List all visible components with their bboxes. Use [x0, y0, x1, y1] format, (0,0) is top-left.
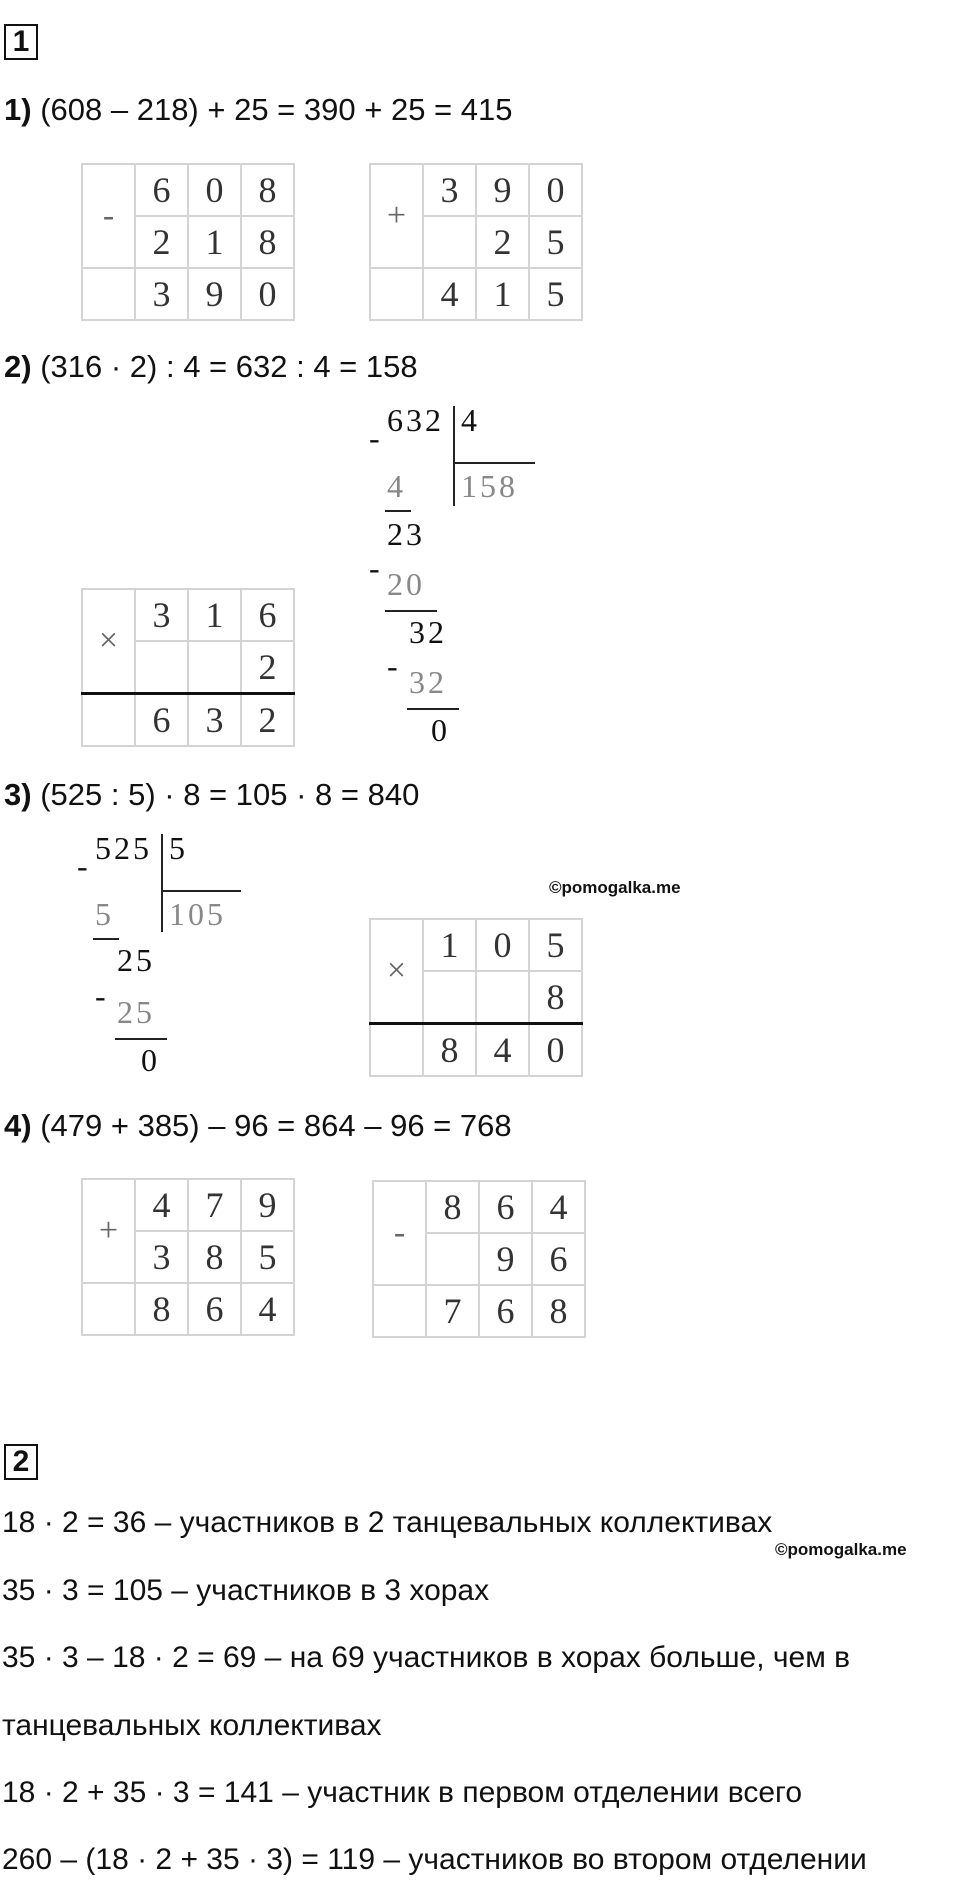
subtrahend: 32 [409, 664, 447, 700]
operator-sign: + [82, 1179, 135, 1283]
empty-cell [373, 1285, 426, 1337]
digit [135, 641, 188, 694]
digit: 9 [479, 1233, 532, 1285]
final-remainder: 0 [141, 1042, 160, 1078]
empty-cell [370, 1024, 423, 1077]
digit: 8 [188, 1231, 241, 1283]
solution-line: 35 · 3 = 105 – участников в 3 хорах [2, 1574, 490, 1607]
digit: 6 [532, 1233, 585, 1285]
long-division-2 [365, 402, 545, 750]
solution-line: танцевальных коллективах [2, 1709, 382, 1742]
column-subtraction-4 [372, 1180, 586, 1338]
equation-1 [4, 92, 512, 128]
equation-3 [4, 777, 419, 813]
digit: 2 [241, 694, 294, 747]
column-subtraction-1 [81, 163, 295, 321]
solution-line: 260 – (18 · 2 + 35 · 3) = 119 – участников во втором отделении [2, 1843, 867, 1876]
digit: 6 [241, 589, 294, 641]
equation-text: (525 : 5) · 8 = 105 · 8 = 840 [40, 777, 420, 812]
digit: 7 [188, 1179, 241, 1231]
remainder: 25 [117, 942, 155, 978]
digit: 9 [241, 1179, 294, 1231]
digit: 8 [241, 164, 294, 216]
digit: 5 [529, 216, 582, 268]
operator-sign: × [82, 589, 135, 694]
equation-2 [4, 349, 418, 385]
digit: 3 [135, 1231, 188, 1283]
column-multiplication-3 [369, 918, 583, 1077]
quotient-line [453, 462, 535, 464]
subtrahend: 5 [95, 896, 114, 932]
operator-sign: + [370, 164, 423, 268]
solution-line: 18 · 2 = 36 – участников в 2 танцевальных коллективах [2, 1506, 773, 1539]
underline [385, 610, 437, 612]
final-remainder: 0 [431, 712, 450, 748]
digit [423, 971, 476, 1024]
digit: 4 [241, 1283, 294, 1335]
long-division-3 [77, 830, 257, 1088]
task-number-box: 2 [4, 1444, 38, 1480]
empty-cell [82, 268, 135, 320]
digit: 6 [479, 1285, 532, 1337]
quotient: 105 [169, 896, 226, 932]
remainder: 23 [387, 516, 425, 552]
digit: 4 [423, 268, 476, 320]
digit: 6 [479, 1181, 532, 1233]
solution-line: 35 · 3 – 18 · 2 = 69 – на 69 участников в хорах больше, чем в [2, 1641, 851, 1674]
division-bar [453, 406, 455, 506]
quotient: 158 [461, 468, 518, 504]
watermark: ©pomogalka.me [775, 1540, 907, 1559]
minus-sign: - [77, 848, 91, 884]
equation-label: 4) [4, 1108, 32, 1143]
digit: 8 [423, 1024, 476, 1077]
digit: 8 [426, 1181, 479, 1233]
division-bar [161, 834, 163, 932]
digit: 9 [188, 268, 241, 320]
operator-sign: × [370, 919, 423, 1024]
digit: 4 [135, 1179, 188, 1231]
empty-cell [82, 1283, 135, 1335]
digit [188, 641, 241, 694]
digit: 0 [529, 164, 582, 216]
digit: 2 [241, 641, 294, 694]
operator-sign: - [373, 1181, 426, 1285]
digit [423, 216, 476, 268]
divisor: 4 [461, 402, 480, 438]
operator-sign: - [82, 164, 135, 268]
equation-label: 3) [4, 777, 32, 812]
subtrahend: 20 [387, 566, 425, 602]
equation-text: (316 · 2) : 4 = 632 : 4 = 158 [40, 349, 418, 384]
minus-sign: - [387, 648, 401, 684]
equation-text: (479 + 385) – 96 = 864 – 96 = 768 [40, 1108, 512, 1143]
digit: 0 [188, 164, 241, 216]
subtrahend: 25 [117, 994, 155, 1030]
remainder: 32 [409, 614, 447, 650]
digit: 1 [188, 216, 241, 268]
subtrahend: 4 [387, 468, 406, 504]
digit: 4 [476, 1024, 529, 1077]
minus-sign: - [369, 550, 383, 586]
equation-label: 2) [4, 349, 32, 384]
empty-cell [370, 268, 423, 320]
underline [385, 510, 411, 512]
column-addition-1 [369, 163, 583, 321]
digit: 5 [241, 1231, 294, 1283]
equation-label: 1) [4, 92, 32, 127]
digit: 3 [135, 268, 188, 320]
digit: 8 [532, 1285, 585, 1337]
digit: 3 [135, 589, 188, 641]
digit: 2 [476, 216, 529, 268]
digit: 3 [423, 164, 476, 216]
minus-sign: - [95, 978, 109, 1014]
digit: 9 [476, 164, 529, 216]
dividend: 632 [387, 402, 444, 438]
digit: 4 [532, 1181, 585, 1233]
column-multiplication-2 [81, 588, 295, 747]
solution-line: 18 · 2 + 35 · 3 = 141 – участник в первом отделении всего [2, 1776, 803, 1809]
column-addition-4 [81, 1178, 295, 1336]
digit [426, 1233, 479, 1285]
digit: 8 [241, 216, 294, 268]
dividend: 525 [95, 830, 152, 866]
watermark: ©pomogalka.me [549, 878, 681, 897]
digit: 6 [135, 164, 188, 216]
digit: 5 [529, 268, 582, 320]
underline [93, 938, 119, 940]
task-number-box: 1 [4, 24, 38, 60]
digit: 1 [476, 268, 529, 320]
digit: 7 [426, 1285, 479, 1337]
digit: 8 [529, 971, 582, 1024]
digit: 0 [241, 268, 294, 320]
digit: 2 [135, 216, 188, 268]
digit: 3 [188, 694, 241, 747]
quotient-line [161, 890, 241, 892]
underline [115, 1038, 167, 1040]
equation-4 [4, 1108, 512, 1144]
minus-sign: - [369, 420, 383, 456]
digit: 8 [135, 1283, 188, 1335]
divisor: 5 [169, 830, 188, 866]
digit: 0 [529, 1024, 582, 1077]
digit: 6 [188, 1283, 241, 1335]
digit [476, 971, 529, 1024]
digit: 5 [529, 919, 582, 971]
digit: 6 [135, 694, 188, 747]
digit: 1 [188, 589, 241, 641]
digit: 1 [423, 919, 476, 971]
underline [407, 708, 459, 710]
equation-text: (608 – 218) + 25 = 390 + 25 = 415 [40, 92, 513, 127]
digit: 0 [476, 919, 529, 971]
empty-cell [82, 694, 135, 747]
